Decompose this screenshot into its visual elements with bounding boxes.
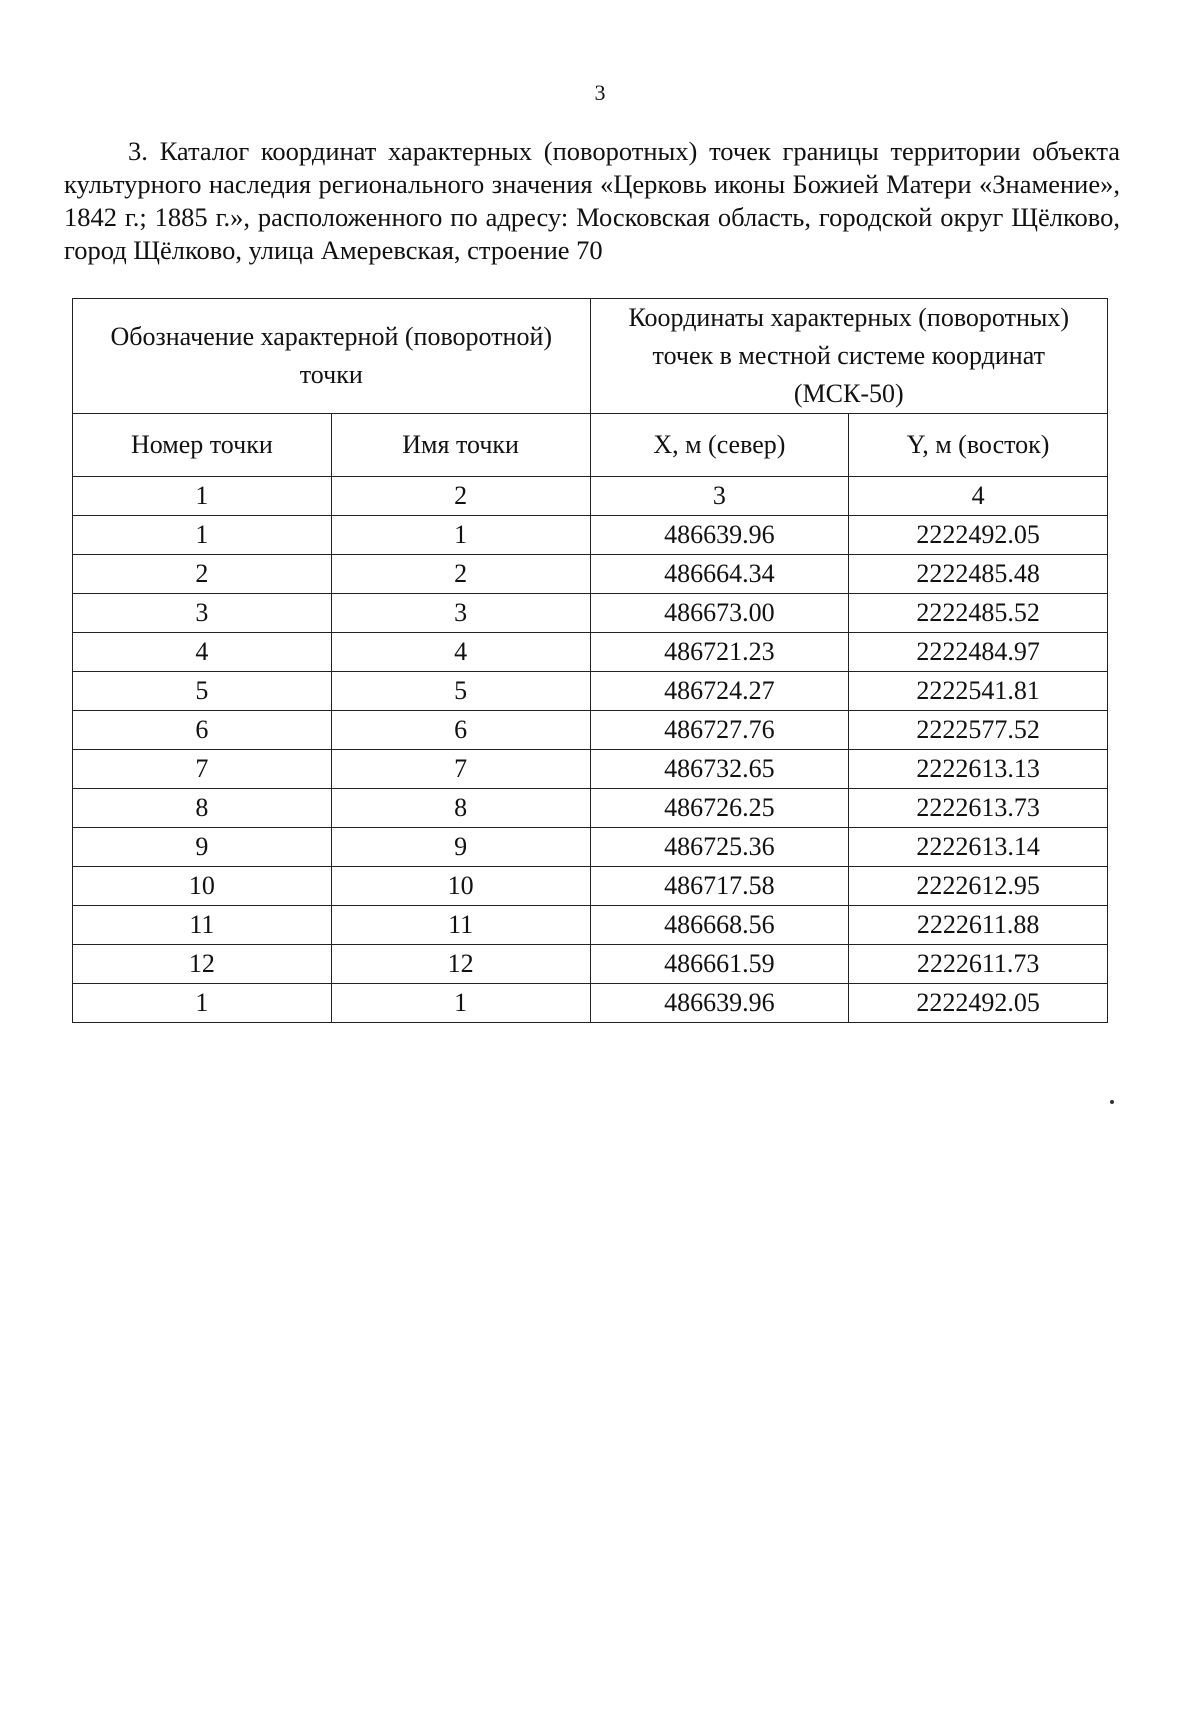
point-number-cell: 3 [73, 594, 332, 633]
point-name-cell: 6 [331, 711, 590, 750]
x-coordinate-cell: 486721.23 [590, 633, 849, 672]
point-number-cell: 2 [73, 555, 332, 594]
y-coordinate-cell: 2222613.13 [849, 750, 1108, 789]
table-row [73, 828, 1108, 867]
point-name-cell: 4 [331, 633, 590, 672]
point-number-cell: 5 [73, 672, 332, 711]
point-number-cell: 8 [73, 789, 332, 828]
y-coordinate-cell: 2222611.88 [849, 906, 1108, 945]
point-number-cell: 12 [73, 945, 332, 984]
table-row [73, 711, 1108, 750]
point-number-cell: 7 [73, 750, 332, 789]
table-row [73, 633, 1108, 672]
x-coordinate-cell: 486717.58 [590, 867, 849, 906]
y-coordinate-cell: 2222484.97 [849, 633, 1108, 672]
point-name-cell: 1 [331, 516, 590, 555]
table-row [73, 672, 1108, 711]
table-row [73, 789, 1108, 828]
point-name-cell: 8 [331, 789, 590, 828]
point-name-cell: 2 [331, 555, 590, 594]
stray-dot [1110, 1100, 1114, 1104]
point-number-cell: 9 [73, 828, 332, 867]
table-row [73, 594, 1108, 633]
y-coordinate-cell: 2222485.52 [849, 594, 1108, 633]
point-number-cell: 10 [73, 867, 332, 906]
column-header: Номер точки [73, 414, 332, 477]
x-coordinate-cell: 486639.96 [590, 516, 849, 555]
table-column-header-row [73, 414, 1108, 477]
table-row [73, 516, 1108, 555]
x-coordinate-cell: 486724.27 [590, 672, 849, 711]
y-coordinate-cell: 2222492.05 [849, 984, 1108, 1023]
intro-paragraph: 3. Каталог координат характерных (поворотных) точек границы территории объекта культурного наследия регионального значения «Церковь иконы Божией Матери «Знамение», 1842 г.; 1885 г.», расположенного по адресу: Московская область, городской округ Щёлково, город Щёлково, улица Амеревская, строение 70 [64, 136, 1120, 265]
point-name-cell: 7 [331, 750, 590, 789]
point-number-cell: 11 [73, 906, 332, 945]
point-name-cell: 1 [331, 984, 590, 1023]
coordinates-group-header: Координаты характерных (поворотных) точек в местной системе координат (МСК-50) [590, 299, 1108, 414]
y-coordinate-cell: 2222577.52 [849, 711, 1108, 750]
y-coordinate-cell: 2222612.95 [849, 867, 1108, 906]
y-coordinate-cell: 2222611.73 [849, 945, 1108, 984]
table-row [73, 555, 1108, 594]
x-coordinate-cell: 486639.96 [590, 984, 849, 1023]
table-column-number-row [73, 477, 1108, 516]
table-row [73, 945, 1108, 984]
y-coordinate-cell: 2222492.05 [849, 516, 1108, 555]
column-header: Имя точки [331, 414, 590, 477]
point-name-cell: 3 [331, 594, 590, 633]
x-coordinate-cell: 486664.34 [590, 555, 849, 594]
table-row [73, 984, 1108, 1023]
point-number-cell: 1 [73, 984, 332, 1023]
column-header: Y, м (восток) [849, 414, 1108, 477]
x-coordinate-cell: 486668.56 [590, 906, 849, 945]
x-coordinate-cell: 486732.65 [590, 750, 849, 789]
point-name-cell: 9 [331, 828, 590, 867]
table-row [73, 750, 1108, 789]
column-number: 1 [73, 477, 332, 516]
column-number: 3 [590, 477, 849, 516]
point-name-cell: 12 [331, 945, 590, 984]
x-coordinate-cell: 486661.59 [590, 945, 849, 984]
x-coordinate-cell: 486673.00 [590, 594, 849, 633]
point-number-cell: 4 [73, 633, 332, 672]
point-name-cell: 10 [331, 867, 590, 906]
point-number-cell: 1 [73, 516, 332, 555]
table-row [73, 867, 1108, 906]
table-group-header-row [73, 299, 1108, 414]
page-number: 3 [594, 80, 606, 105]
y-coordinate-cell: 2222613.73 [849, 789, 1108, 828]
point-number-cell: 6 [73, 711, 332, 750]
x-coordinate-cell: 486727.76 [590, 711, 849, 750]
column-number: 2 [331, 477, 590, 516]
y-coordinate-cell: 2222613.14 [849, 828, 1108, 867]
x-coordinate-cell: 486725.36 [590, 828, 849, 867]
y-coordinate-cell: 2222541.81 [849, 672, 1108, 711]
y-coordinate-cell: 2222485.48 [849, 555, 1108, 594]
column-number: 4 [849, 477, 1108, 516]
column-header: X, м (север) [590, 414, 849, 477]
table-body [73, 516, 1108, 1023]
point-name-cell: 11 [331, 906, 590, 945]
designation-group-header: Обозначение характерной (поворотной) точки [73, 299, 591, 414]
coordinates-table [72, 298, 1108, 1023]
x-coordinate-cell: 486726.25 [590, 789, 849, 828]
point-name-cell: 5 [331, 672, 590, 711]
table-row [73, 906, 1108, 945]
